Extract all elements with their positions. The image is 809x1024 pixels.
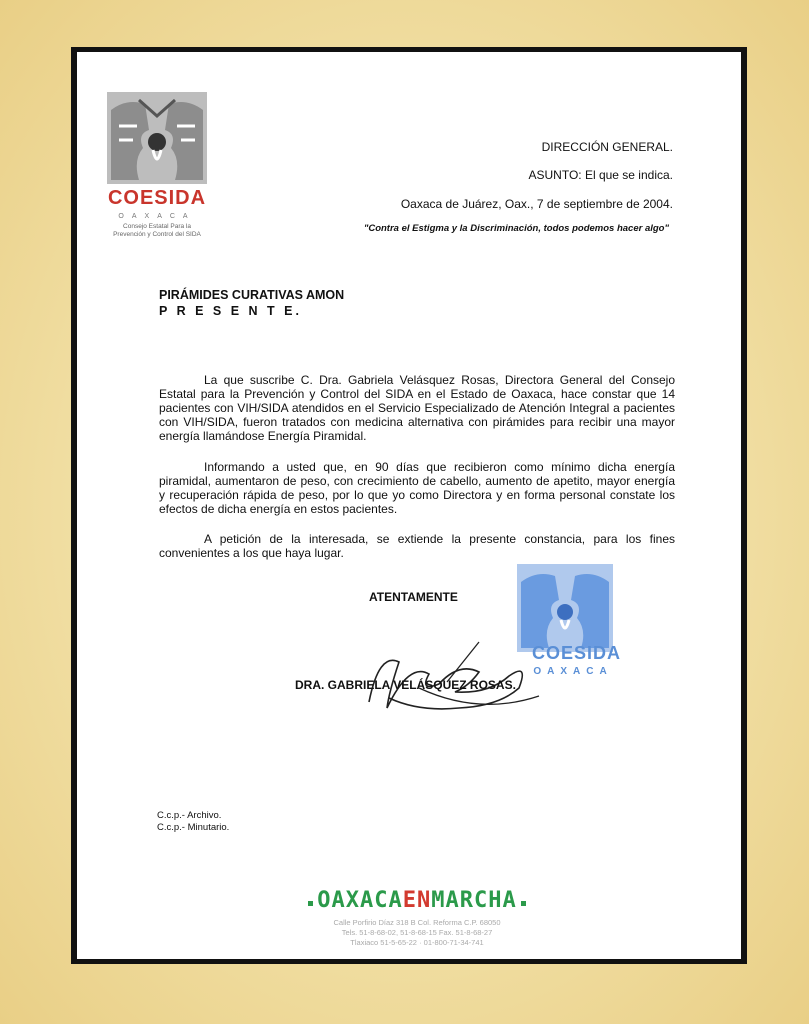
ccp-block — [157, 810, 229, 834]
footer-brand-part2: EN — [402, 888, 432, 913]
recipient-presente: P R E S E N T E. — [159, 304, 302, 318]
ccp-line-1: C.c.p.- Archivo. — [157, 810, 222, 821]
logo-caption-line2: Prevención y Control del SIDA — [113, 231, 201, 238]
logo-name: COESIDA — [107, 187, 207, 209]
header-fecha: Oaxaca de Juárez, Oax., 7 de septiembre de 2004. — [400, 197, 673, 211]
footer-brand-part1: OAXACA — [317, 888, 403, 913]
recipient-block — [159, 287, 344, 319]
footer-brand — [277, 888, 557, 913]
recipient-name: PIRÁMIDES CURATIVAS AMON — [159, 288, 345, 302]
footer-address-2: Tels. 51-8-68-02, 51-8-68-15 Fax. 51-8-68-27 — [341, 928, 493, 937]
body-text-1: La que suscribe C. Dra. Gabriela Velásquez Rosas, Directora General del Consejo Estatal para la Prevención y Control del SIDA en el Estado de Oaxaca, hace constar que 14 pacientes con VIH/SIDA atendidos en el Servicio Especializado de Atención Integral a pacientes con VIH/SIDA, fueron tratados con medicina alternativa con pirámides para recibir una mayor energía llamándose Energía Piramidal. — [159, 373, 675, 443]
footer-address-3: Tlaxiaco 51-5-65-22 · 01-800-71-34-741 — [350, 938, 484, 947]
footer-dot-left — [308, 901, 313, 906]
footer-address-1: Calle Porfirio Díaz 318 B Col. Reforma C.P. 68050 — [333, 918, 501, 927]
header-direccion: DIRECCIÓN GENERAL. — [541, 140, 673, 154]
closing-atentamente: ATENTAMENTE — [369, 590, 458, 604]
stamp-name: COESIDA — [531, 643, 621, 663]
logo-subtitle: OAXACA — [118, 213, 196, 220]
letter-page — [77, 52, 741, 959]
footer-brand-part3: MARCHA — [431, 888, 517, 913]
body-paragraph-1 — [159, 373, 675, 443]
body-text-2: Informando a usted que, en 90 días que recibieron como mínimo dicha energía piramidal, aumentaron de peso, con crecimiento de cabello, aumento de apetito, mayor energía y recuperación rápida de peso, por lo que yo como Directora y en forma personal constate los efectos de dicha energía en estos pacientes. — [159, 460, 675, 516]
signer-name: DRA. GABRIELA VELÁSQUEZ ROSAS. — [295, 678, 516, 692]
body-paragraph-2 — [159, 460, 675, 516]
handwritten-signature — [359, 622, 549, 722]
logo-caption — [97, 223, 217, 239]
footer-address — [267, 918, 567, 948]
header-slogan: "Contra el Estigma y la Discriminación, todos podemos hacer algo" — [363, 223, 669, 234]
document-frame — [71, 47, 747, 964]
body-text-3: A petición de la interesada, se extiende la presente constancia, para los fines convenientes a los que haya lugar. — [159, 532, 675, 560]
coesida-faces-icon — [97, 90, 217, 186]
footer-dot-right — [521, 901, 526, 906]
coesida-logo — [97, 90, 217, 238]
logo-caption-line1: Consejo Estatal Para la — [123, 223, 191, 230]
header-asunto: ASUNTO: El que se indica. — [528, 168, 673, 182]
stamp-subtitle: OAXACA — [533, 666, 613, 677]
ccp-line-2: C.c.p.- Minutario. — [157, 822, 230, 833]
body-paragraph-3 — [159, 532, 675, 560]
